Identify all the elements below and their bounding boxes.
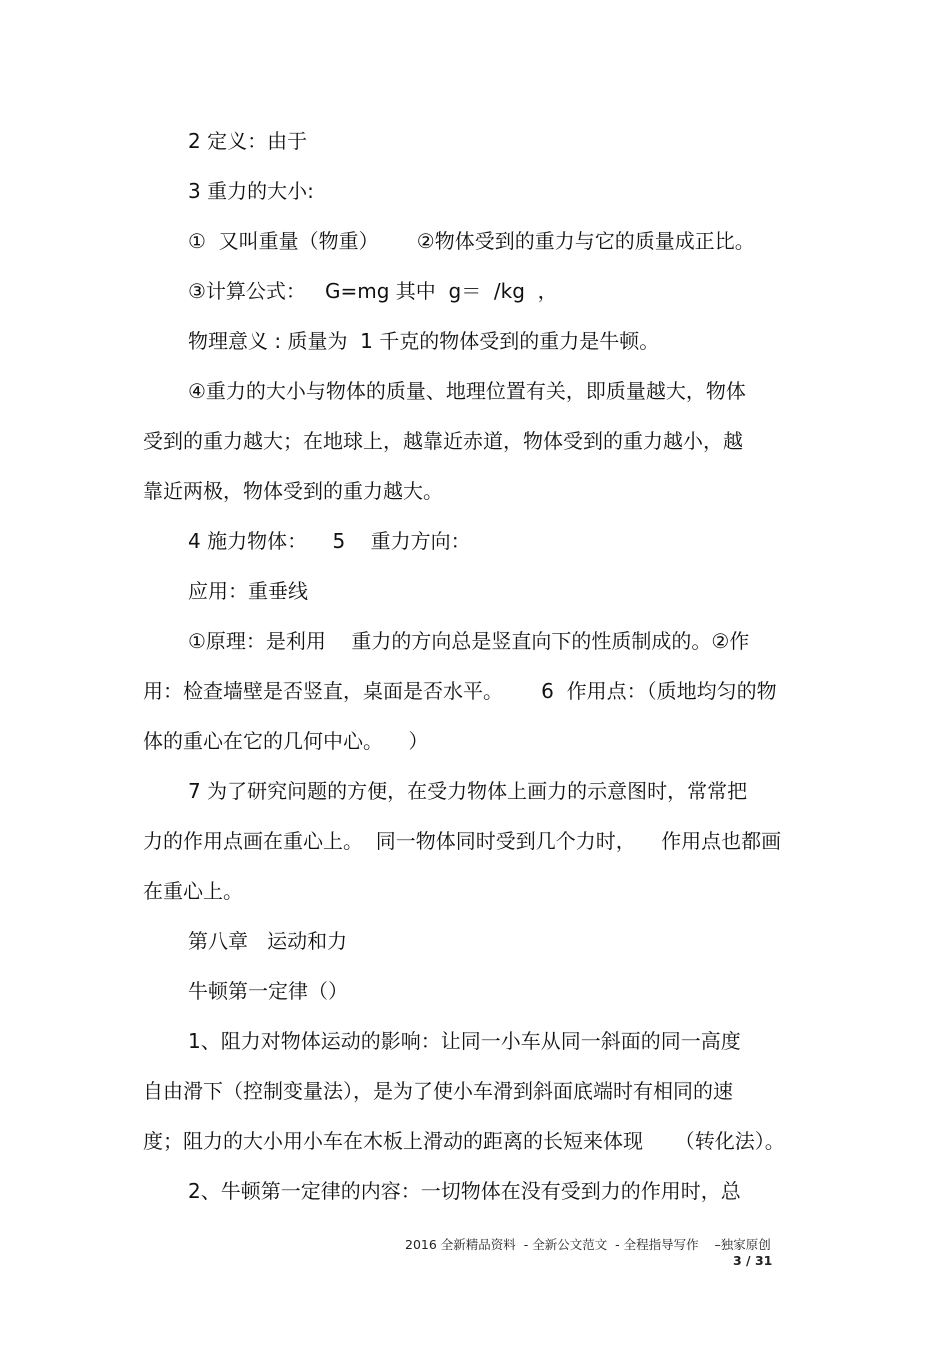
- text-line: 4 施力物体： 5 重力方向：: [188, 529, 471, 553]
- text-line: 力的作用点画在重心上。 同一物体同时受到几个力时， 作用点也都画: [143, 829, 782, 853]
- text-line: 受到的重力越大；在地球上，越靠近赤道，物体受到的重力越小，越: [143, 429, 743, 453]
- text-line: ③计算公式： G=mg 其中 g＝ /kg ，: [188, 279, 558, 303]
- text-line: 3 重力的大小:: [188, 179, 314, 203]
- text-line: 应用：重垂线: [188, 579, 308, 603]
- text-line: 2、牛顿第一定律的内容：一切物体在没有受到力的作用时，总: [188, 1179, 741, 1203]
- text-line: 自由滑下（控制变量法），是为了使小车滑到斜面底端时有相同的速: [143, 1079, 733, 1103]
- text-line: 用：检查墙壁是否竖直，桌面是否水平。 6 作用点：（质地均匀的物: [143, 679, 777, 703]
- text-line: 1、阻力对物体运动的影响：让同一小车从同一斜面的同一高度: [188, 1029, 741, 1053]
- text-line: 7 为了研究问题的方便，在受力物体上画力的示意图时，常常把: [188, 779, 748, 803]
- text-line: ④重力的大小与物体的质量、地理位置有关，即质量越大，物体: [188, 379, 746, 403]
- footer-tagline: 2016 全新精品资料 - 全新公文范文 - 全程指导写作 –独家原创: [405, 1237, 771, 1252]
- text-line: ① 又叫重量（物重） ②物体受到的重力与它的质量成正比。: [188, 229, 755, 253]
- text-line: 体的重心在它的几何中心。 ）: [143, 729, 429, 753]
- section-heading: 牛顿第一定律（）: [188, 979, 348, 1003]
- chapter-heading: 第八章 运动和力: [188, 929, 348, 953]
- text-line: ①原理：是利用 重力的方向总是竖直向下的性质制成的。②作: [188, 629, 750, 653]
- text-line: 度；阻力的大小用小车在木板上滑动的距离的长短来体现 （转化法）。: [143, 1129, 785, 1153]
- page-number: 3 / 31: [733, 1253, 773, 1268]
- text-line: 靠近两极，物体受到的重力越大。: [143, 479, 443, 503]
- text-line: 2 定义：由于: [188, 129, 308, 153]
- text-line: 在重心上。: [143, 879, 243, 903]
- text-line: 物理意义 : 质量为 1 千克的物体受到的重力是牛顿。: [188, 329, 660, 353]
